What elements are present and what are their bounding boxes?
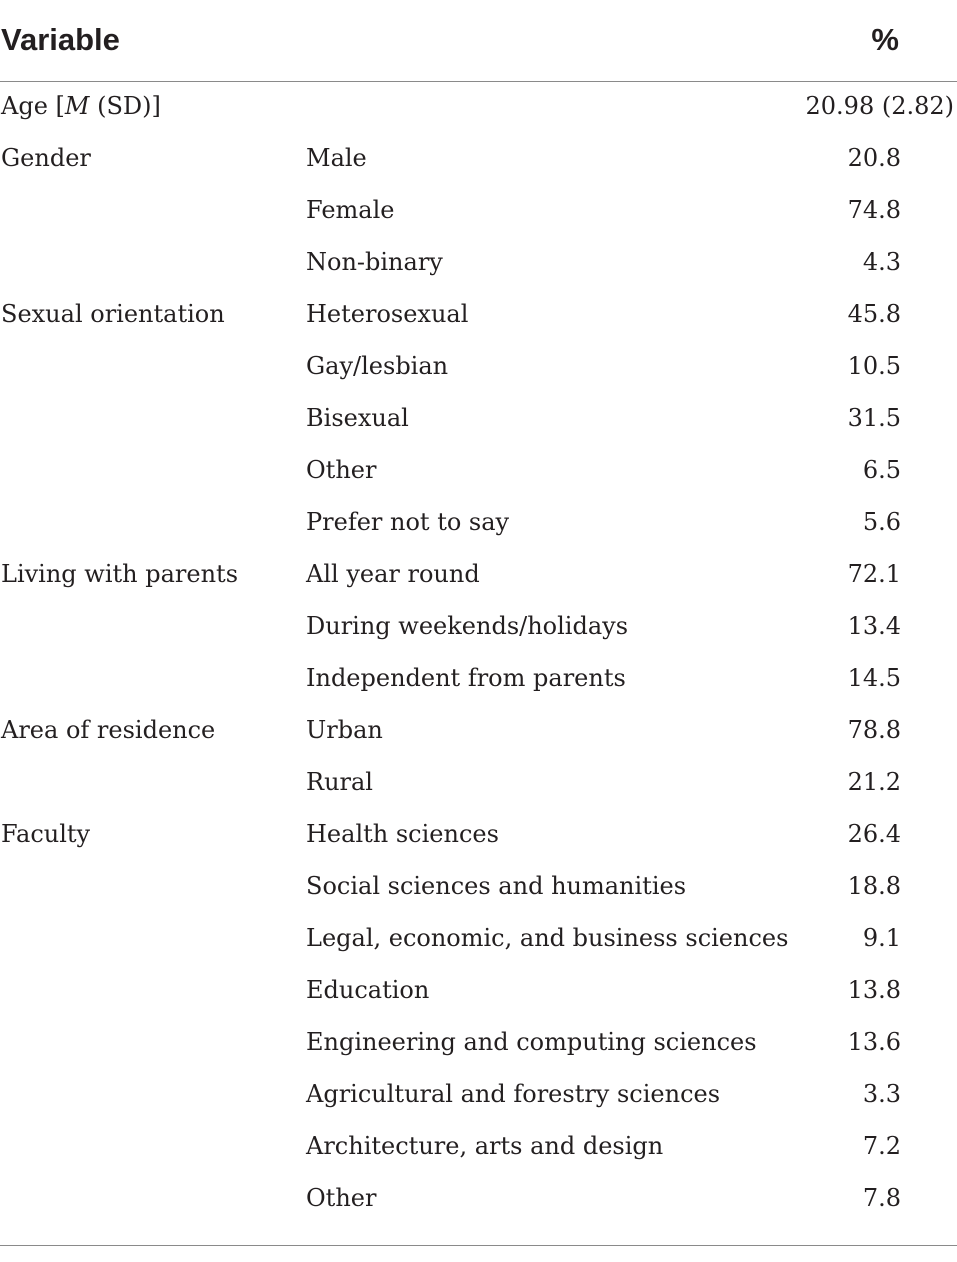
table-row bbox=[0, 860, 957, 912]
table-row bbox=[0, 1172, 957, 1224]
table-row bbox=[0, 288, 957, 340]
row-value: 4.3 bbox=[862, 248, 901, 276]
header-percent: % bbox=[871, 22, 899, 57]
row-category: During weekends/holidays bbox=[306, 612, 629, 640]
table-row bbox=[0, 236, 957, 288]
row-value: 14.5 bbox=[847, 664, 901, 692]
row-category: All year round bbox=[306, 560, 480, 588]
age-value: 20.98 (2.82) bbox=[805, 92, 954, 120]
table-row bbox=[0, 600, 957, 652]
row-category: Gay/lesbian bbox=[306, 352, 449, 380]
row-value: 20.8 bbox=[847, 144, 901, 172]
row-value: 74.8 bbox=[847, 196, 901, 224]
row-value: 13.4 bbox=[847, 612, 901, 640]
row-category: Engineering and computing sciences bbox=[306, 1028, 757, 1056]
table-row bbox=[0, 1016, 957, 1068]
row-category: Other bbox=[306, 456, 377, 484]
table-row bbox=[0, 1120, 957, 1172]
table-row bbox=[0, 496, 957, 548]
row-value: 26.4 bbox=[847, 820, 901, 848]
row-value: 6.5 bbox=[862, 456, 901, 484]
row-category: Education bbox=[306, 976, 430, 1004]
table-row-age bbox=[0, 80, 957, 132]
row-value: 9.1 bbox=[862, 924, 901, 952]
row-value: 72.1 bbox=[847, 560, 901, 588]
row-value: 13.8 bbox=[847, 976, 901, 1004]
row-category: Urban bbox=[306, 716, 383, 744]
table-row bbox=[0, 444, 957, 496]
row-value: 5.6 bbox=[862, 508, 901, 536]
table-row bbox=[0, 392, 957, 444]
row-category: Social sciences and humanities bbox=[306, 872, 687, 900]
table-row bbox=[0, 340, 957, 392]
row-category: Architecture, arts and design bbox=[306, 1132, 664, 1160]
table-row bbox=[0, 184, 957, 236]
row-value: 78.8 bbox=[847, 716, 901, 744]
table-row bbox=[0, 756, 957, 808]
row-category: Bisexual bbox=[306, 404, 409, 432]
row-category: Health sciences bbox=[306, 820, 499, 848]
row-variable: Area of residence bbox=[1, 716, 216, 744]
row-category: Male bbox=[306, 144, 367, 172]
table-row bbox=[0, 652, 957, 704]
table-row bbox=[0, 912, 957, 964]
row-category: Heterosexual bbox=[306, 300, 469, 328]
table-row bbox=[0, 964, 957, 1016]
table-bottom-rule bbox=[0, 1245, 957, 1246]
row-variable: Sexual orientation bbox=[1, 300, 225, 328]
row-value: 10.5 bbox=[847, 352, 901, 380]
row-value: 18.8 bbox=[847, 872, 901, 900]
row-value: 7.8 bbox=[862, 1184, 901, 1212]
row-category: Non-binary bbox=[306, 248, 443, 276]
row-value: 45.8 bbox=[847, 300, 901, 328]
table-row bbox=[0, 548, 957, 600]
row-category: Rural bbox=[306, 768, 373, 796]
row-category: Prefer not to say bbox=[306, 508, 510, 536]
row-variable: Gender bbox=[1, 144, 91, 172]
age-label: Age [M (SD)] bbox=[1, 92, 161, 120]
table-row bbox=[0, 808, 957, 860]
row-category: Independent from parents bbox=[306, 664, 626, 692]
table-row bbox=[0, 704, 957, 756]
row-category: Other bbox=[306, 1184, 377, 1212]
row-value: 7.2 bbox=[862, 1132, 901, 1160]
row-variable: Living with parents bbox=[1, 560, 239, 588]
row-variable: Faculty bbox=[1, 820, 91, 848]
table-row bbox=[0, 1068, 957, 1120]
row-category: Legal, economic, and business sciences bbox=[306, 924, 789, 952]
table-row bbox=[0, 132, 957, 184]
row-category: Female bbox=[306, 196, 395, 224]
row-value: 3.3 bbox=[862, 1080, 901, 1108]
row-value: 21.2 bbox=[847, 768, 901, 796]
row-value: 31.5 bbox=[847, 404, 901, 432]
table-header bbox=[0, 0, 957, 82]
row-value: 13.6 bbox=[847, 1028, 901, 1056]
header-variable: Variable bbox=[1, 22, 120, 57]
row-category: Agricultural and forestry sciences bbox=[306, 1080, 721, 1108]
